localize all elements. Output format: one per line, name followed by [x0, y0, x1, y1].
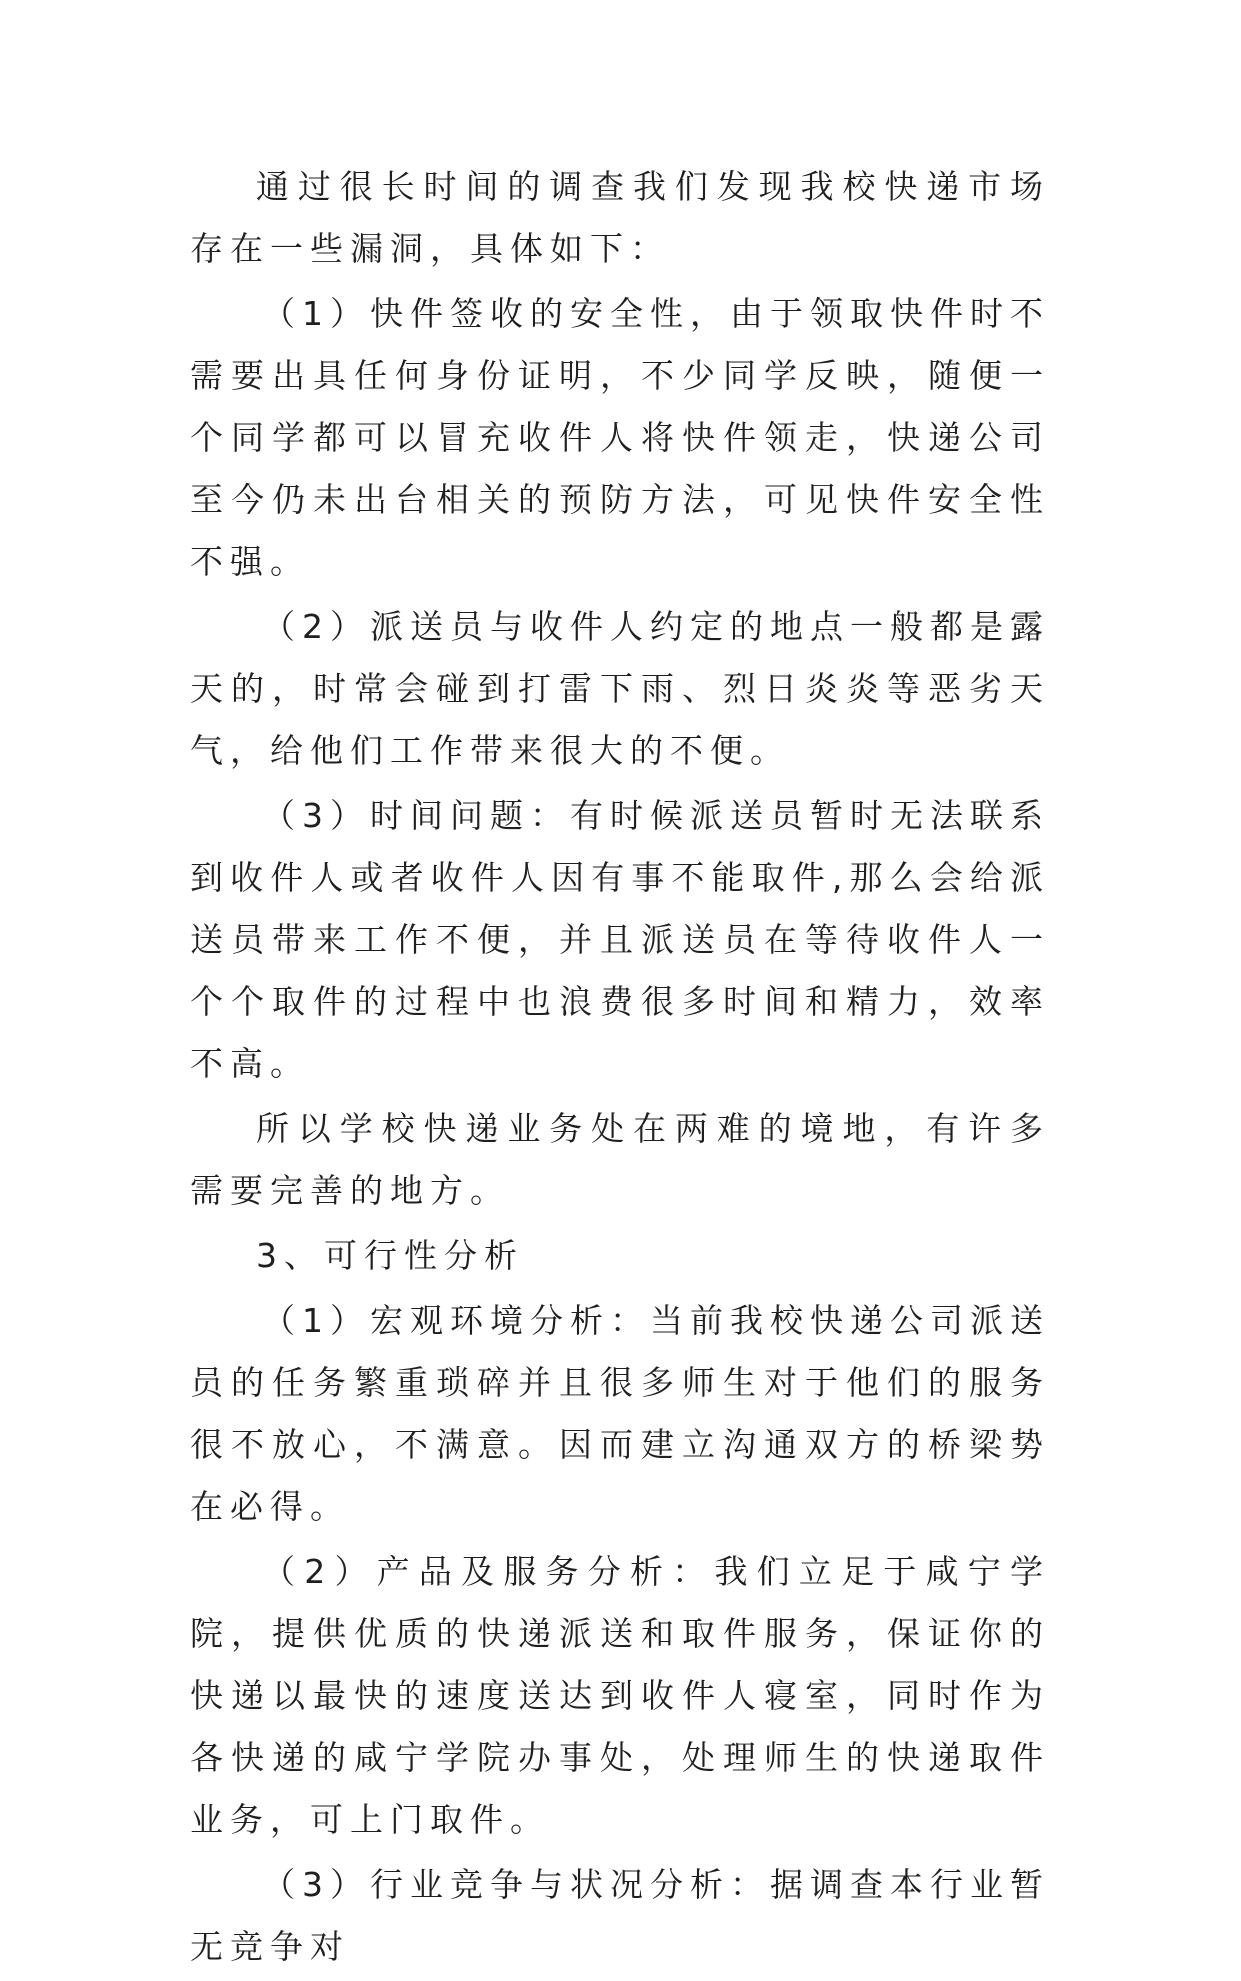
document-body	[190, 156, 1050, 1981]
paragraph-analysis-3: （3）行业竞争与状况分析：据调查本行业暂无竞争对	[190, 1865, 1050, 1966]
paragraph-item-2: （2）派送员与收件人约定的地点一般都是露天的，时常会碰到打雷下雨、烈日炎炎等恶劣天气，给他们工作带来很大的不便。	[190, 607, 1050, 770]
paragraph-item-3: （3）时间问题：有时候派送员暂时无法联系到收件人或者收件人因有事不能取件,那么会给派送员带来工作不便，并且派送员在等待收件人一个个取件的过程中也浪费很多时间和精力，效率不高。	[190, 796, 1050, 1083]
paragraph-analysis-2: （2）产品及服务分析：我们立足于咸宁学院，提供优质的快递派送和取件服务，保证你的快递以最快的速度送达到收件人寝室，同时作为各快递的咸宁学院办事处，处理师生的快递取件业务，可上门取件。	[190, 1552, 1050, 1839]
paragraph-summary: 所以学校快递业务处在两难的境地，有许多需要完善的地方。	[190, 1109, 1050, 1210]
paragraph-item-1: （1）快件签收的安全性，由于领取快件时不需要出具任何身份证明，不少同学反映，随便一个同学都可以冒充收件人将快件领走，快递公司至今仍未出台相关的预防方法，可见快件安全性不强。	[190, 294, 1050, 581]
section-heading: 3、可行性分析	[256, 1236, 524, 1275]
paragraph-analysis-1: （1）宏观环境分析：当前我校快递公司派送员的任务繁重琐碎并且很多师生对于他们的服务很不放心，不满意。因而建立沟通双方的桥梁势在必得。	[190, 1301, 1050, 1526]
paragraph-intro: 通过很长时间的调查我们发现我校快递市场存在一些漏洞，具体如下：	[190, 167, 1050, 268]
